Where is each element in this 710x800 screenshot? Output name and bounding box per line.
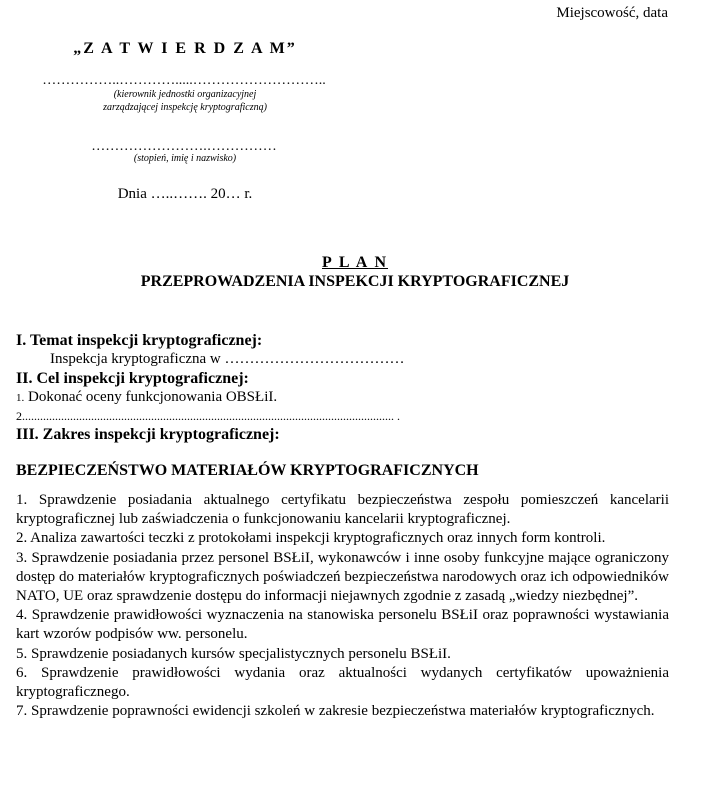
plan-subtitle: PRZEPROWADZENIA INSPEKCJI KRYPTOGRAFICZNEJ xyxy=(140,273,570,290)
security-item-1: 1. Sprawdzenie posiadania aktualnego certyfikatu bezpieczeństwa zespołu pomieszczeń kancelarii kryptograficznej lub zaświadczenia o funkcjonowaniu kancelarii kryptograficznej. xyxy=(16,492,669,528)
signature-caption xyxy=(0,88,370,114)
section2-item2: 2............................................................................................................................ . xyxy=(16,409,400,423)
security-item-4: 4. Sprawdzenie prawidłowości wyznaczenia na stanowiska personelu BSŁiI oraz poprawności wystawiania kart wzorów podpisów ww. personelu. xyxy=(16,607,669,643)
sections-block xyxy=(16,331,669,444)
approve-title: „Z A T W I E R D Z A M” xyxy=(73,40,297,57)
name-caption: (stopień, imię i nazwisko) xyxy=(133,153,237,164)
security-item-3: 3. Sprawdzenie posiadania przez personel BSŁiI, wykonawców i inne osoby funkcyjne mające ograniczony dostęp do materiałów kryptograficznych poświadczeń bezpieczeństwa narodowych oraz ich odpowiedników NATO, UE oraz sprawdzenie dostępu do informacji niejawnych zgodnie z zasadą „wiedzy niezbędnej”. xyxy=(16,549,669,605)
place-date: Miejscowość, data xyxy=(556,5,668,21)
section2-heading: II. Cel inspekcji kryptograficznej: xyxy=(16,370,249,387)
signature-caption-line1: (kierownik jednostki organizacyjnej xyxy=(113,89,257,100)
name-dots-line: …………………….…………… xyxy=(91,139,277,154)
section3-heading: III. Zakres inspekcji kryptograficznej: xyxy=(16,426,280,443)
section2-item1-text: Dokonać oceny funkcjonowania OBSŁiI. xyxy=(28,389,278,405)
section1-heading: I. Temat inspekcji kryptograficznej: xyxy=(16,332,263,349)
security-heading-block xyxy=(16,462,669,480)
signature-dots-line: ……………..………….....……………………….. xyxy=(42,73,326,88)
security-item-5: 5. Sprawdzenie posiadanych kursów specjalistycznych personelu BSŁiI. xyxy=(16,645,451,662)
section2-item1-number: 1. xyxy=(16,392,25,404)
security-item-6: 6. Sprawdzenie prawidłowości wydania oraz aktualności wydanych certyfikatów upoważnienia kryptograficznego. xyxy=(16,664,669,701)
section1-text: Inspekcja kryptograficzna w ……………………………… xyxy=(50,351,405,367)
section2-item1 xyxy=(16,388,669,408)
plan-title: P L A N xyxy=(321,254,389,271)
date-line: Dnia …..……. 20… r. xyxy=(117,186,253,202)
security-heading: BEZPIECZEŃSTWO MATERIAŁÓW KRYPTOGRAFICZNYCH xyxy=(16,462,479,479)
signature-caption-line2: zarządzającej inspekcję kryptograficzną) xyxy=(103,102,267,113)
security-item-2: 2. Analiza zawartości teczki z protokołami inspekcji kryptograficznych oraz innych form kontroli. xyxy=(16,530,606,547)
security-item-7: 7. Sprawdzenie poprawności ewidencji szkoleń w zakresie bezpieczeństwa materiałów kryptograficznych. xyxy=(16,703,655,720)
security-items-list xyxy=(16,491,669,721)
